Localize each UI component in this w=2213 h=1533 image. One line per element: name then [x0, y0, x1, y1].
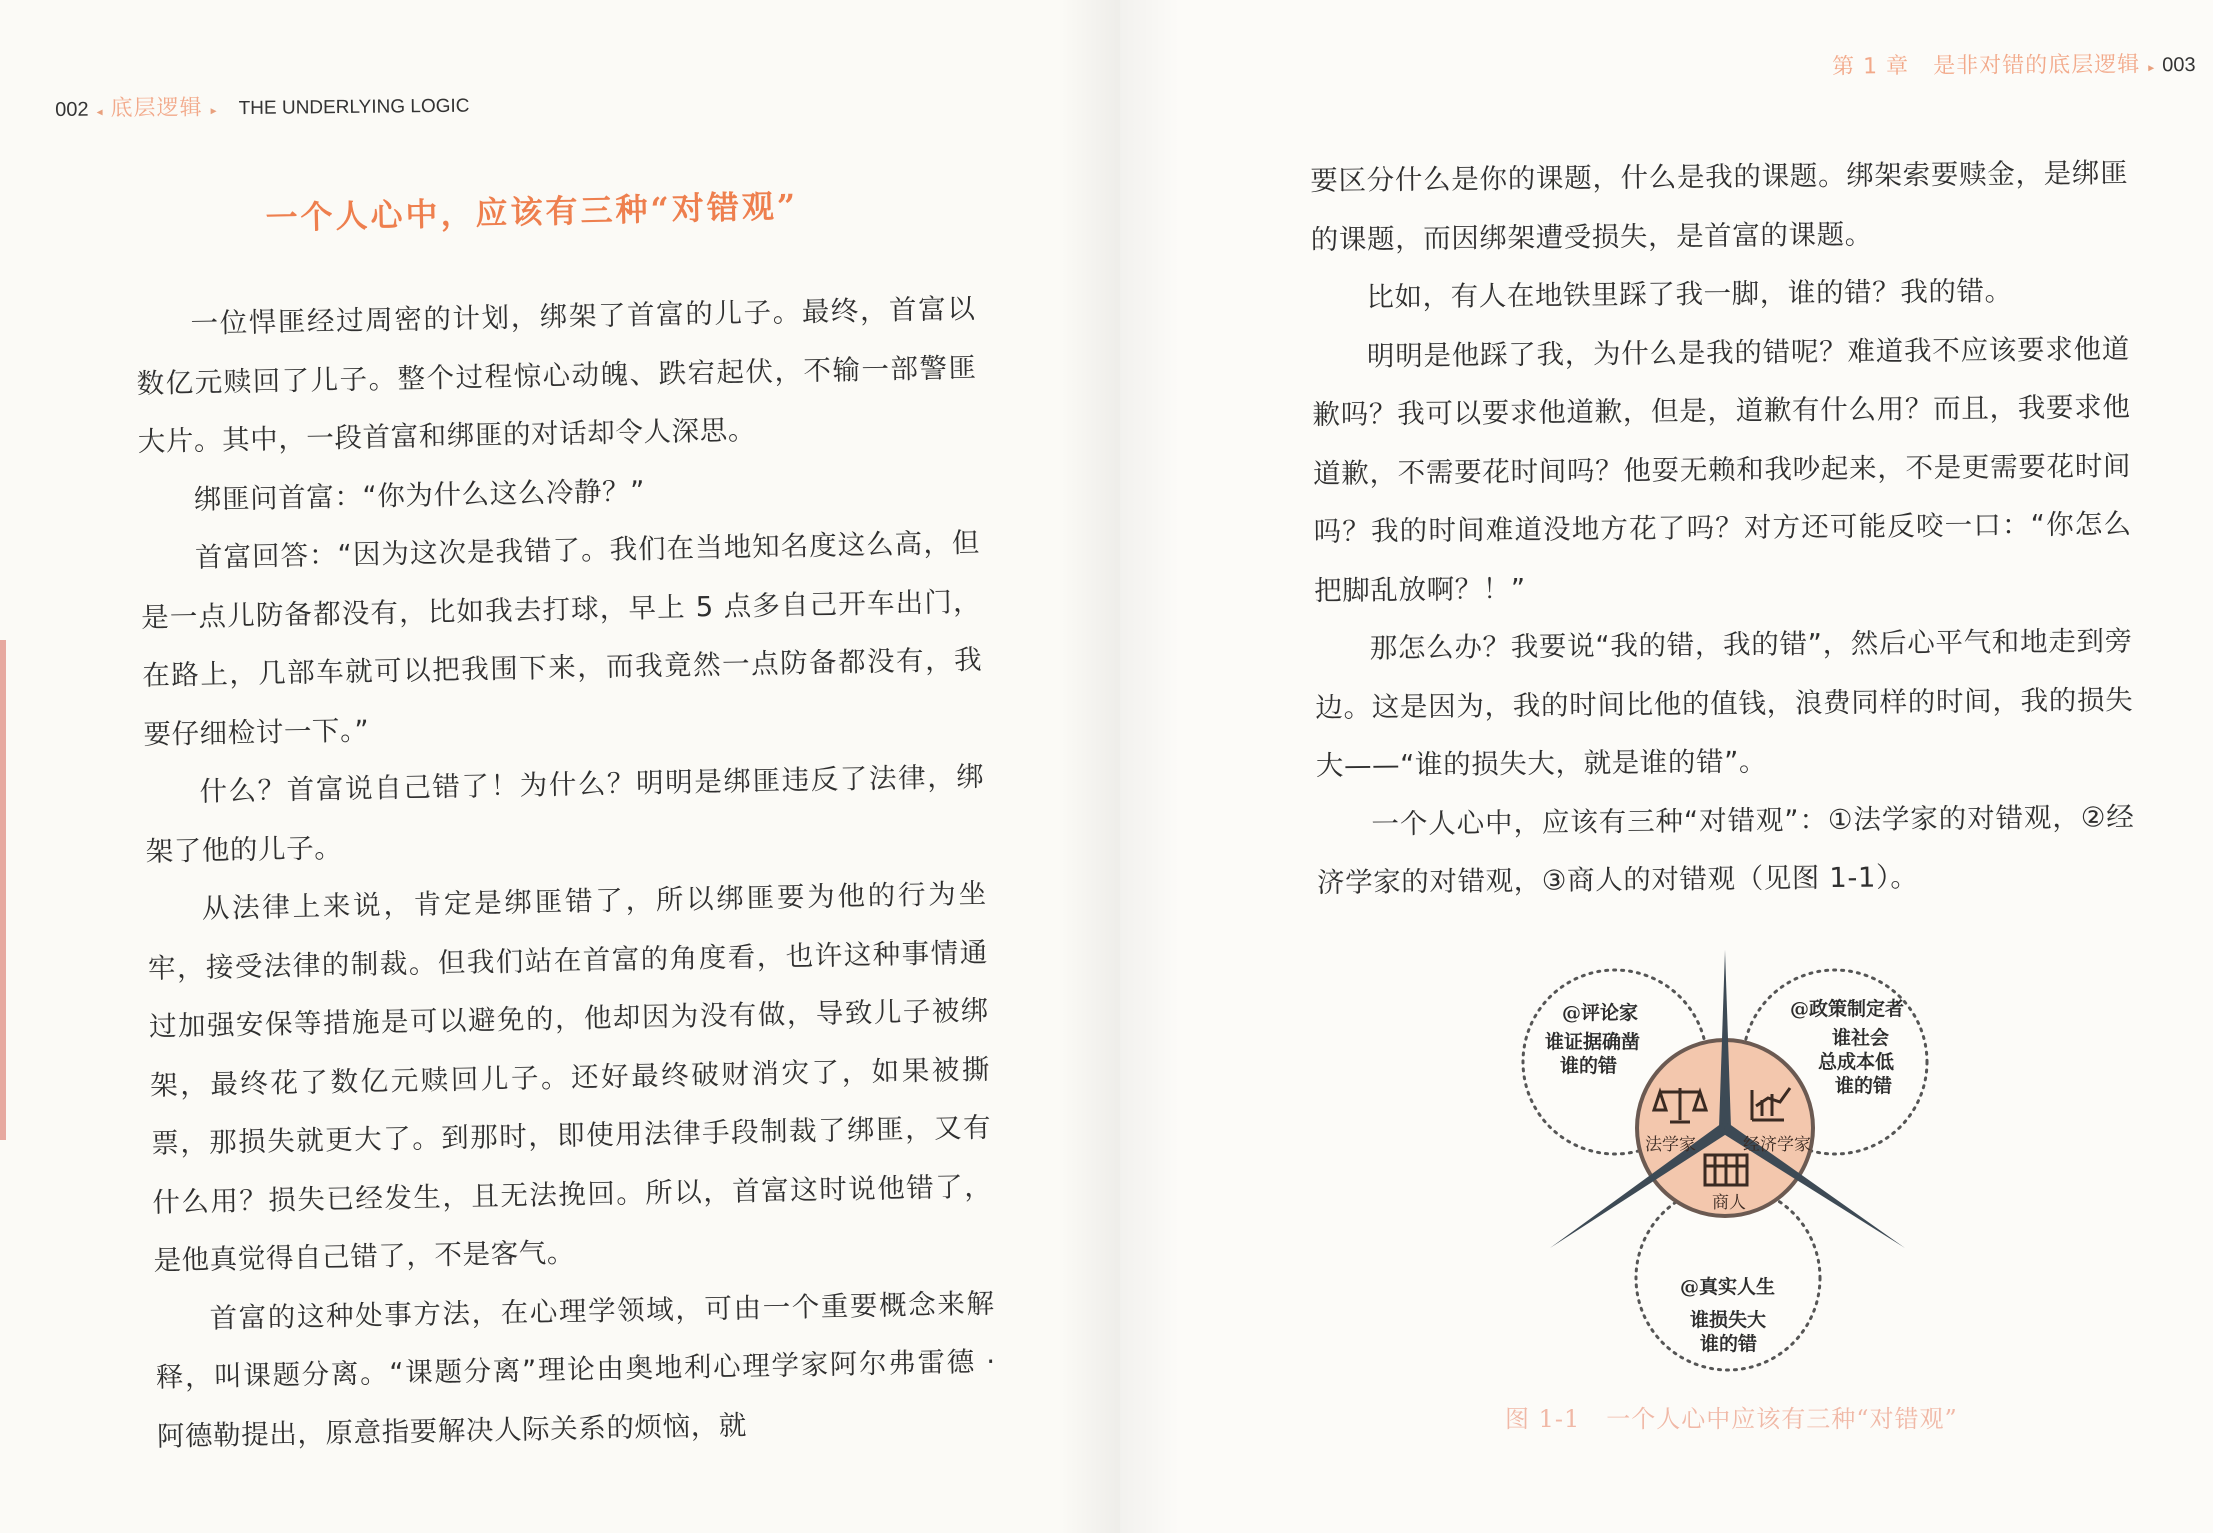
right-running-header — [1832, 47, 2196, 81]
core-label-economist: 经济学家 — [1743, 1135, 1811, 1155]
left-header-arrow2-icon: ▸ — [210, 103, 217, 118]
paragraph: 一个人心中，应该有三种“对错观”：①法学家的对错观，②经济学家的对错观，③商人的对错观（见图 1-1）。 — [1316, 800, 2135, 899]
left-header-arrow-icon: ◂ — [96, 104, 103, 119]
desc-policymaker-line3: 谁的错 — [1835, 1075, 1893, 1097]
figure-caption — [1505, 1399, 1958, 1434]
chapter-number: 第 1 章 — [1831, 53, 1909, 80]
paragraph: 什么？首富说自己错了！为什么？明明是绑匪违反了法律，绑架了他的儿子。 — [145, 760, 985, 868]
chapter-title: 是非对错的底层逻辑 — [1932, 52, 2140, 79]
role-policymaker: @政策制定者 — [1790, 998, 1905, 1020]
left-running-header — [55, 88, 470, 123]
right-gutter-shadow — [1120, 0, 1180, 1533]
core-label-merchant: 商人 — [1712, 1193, 1746, 1213]
desc-commentator-line1: 谁证据确凿 — [1545, 1031, 1641, 1053]
left-body-text — [135, 280, 997, 1466]
paragraph: 那怎么办？我要说“我的错，我的错”，然后心平气和地走到旁边。这是因为，我的时间比他的值钱，浪费同样的时间，我的损失大——“谁的损失大，就是谁的错”。 — [1315, 625, 2134, 782]
book-title-cn: 底层逻辑 — [110, 95, 203, 122]
paragraph: 首富的这种处事方法，在心理学领域，可由一个重要概念来解释，叫课题分离。“课题分离”理论由奥地利心理学家阿尔弗雷德 · 阿德勒提出，原意指要解决人际关系的烦恼，就 — [155, 1287, 996, 1453]
section-title: 一个人心中，应该有三种“对错观” — [265, 186, 799, 237]
figure-caption-number: 图 1-1 — [1505, 1405, 1581, 1433]
paragraph: 绑匪问首富：“你为什么这么冷静？” — [193, 474, 646, 516]
desc-policymaker-line2: 总成本低 — [1818, 1051, 1895, 1073]
page-edge-mark — [0, 640, 6, 1140]
role-commentator: @评论家 — [1562, 1002, 1639, 1024]
paragraph: 一位悍匪经过周密的计划，绑架了首富的儿子。最终，首富以数亿元赎回了儿子。整个过程惊心动魄、跌宕起伏，不输一部警匪大片。其中，一段首富和绑匪的对话却令人深思。 — [136, 292, 977, 458]
left-gutter-shadow — [1060, 0, 1120, 1533]
right-header-arrow-icon: ▸ — [2147, 60, 2154, 75]
continued-paragraph: 要区分什么是你的课题，什么是我的课题。绑架索要赎金，是绑匪的课题，而因绑架遭受损失，是首富的课题。 — [1310, 157, 2129, 256]
right-page-number: 003 — [2161, 53, 2196, 77]
desc-commentator-line2: 谁的错 — [1560, 1055, 1618, 1077]
core-label-jurist: 法学家 — [1645, 1135, 1696, 1155]
left-page-number: 002 — [55, 98, 89, 121]
desc-real-life-line2: 谁的错 — [1700, 1333, 1758, 1355]
paragraph: 首富回答：“因为这次是我错了。我们在当地知名度这么高，但是一点儿防备都没有，比如我去打球，早上 5 点多自己开车出门，在路上，几部车就可以把我围下来，而我竟然一点防备都没有，我要仔细检讨一下。” — [140, 526, 983, 751]
paragraph: 从法律上来说，肯定是绑匪错了，所以绑匪要为他的行为坐牢，接受法律的制裁。但我们站在首富的角度看，也许这种事情通过加强安保等措施是可以避免的，他却因为没有做，导致儿子被绑架，最终花了数亿元赎回儿子。还好最终破财消灾了，如果被撕票，那损失就更大了。到那时，即使用法律手段制裁了绑匪，又有什么用？损失已经发生，且无法挽回。所以，首富这时说他错了，是他真觉得自己错了，不是客气。 — [147, 877, 993, 1277]
figure-three-views — [1500, 950, 1980, 1390]
paragraph: 明明是他踩了我，为什么是我的错呢？难道我不应该要求他道歉吗？我可以要求他道歉，但是，道歉有什么用？而且，我要求他道歉，不需要花时间吗？他耍无赖和我吵起来，不是更需要花时间吗？我的时间难道没地方花了吗？对方还可能反咬一口：“你怎么把脚乱放啊？！” — [1312, 332, 2132, 607]
role-real-life: @真实人生 — [1680, 1276, 1776, 1298]
figure-caption-text: 一个人心中应该有三种“对错观” — [1606, 1405, 1958, 1433]
desc-policymaker-line1: 谁社会 — [1832, 1027, 1890, 1049]
paragraph: 比如，有人在地铁里踩了我一脚，谁的错？我的错。 — [1366, 275, 2013, 314]
desc-real-life-line1: 谁损失大 — [1690, 1309, 1767, 1331]
right-body-text — [1310, 144, 2135, 912]
book-title-en: THE UNDERLYING LOGIC — [238, 95, 470, 120]
